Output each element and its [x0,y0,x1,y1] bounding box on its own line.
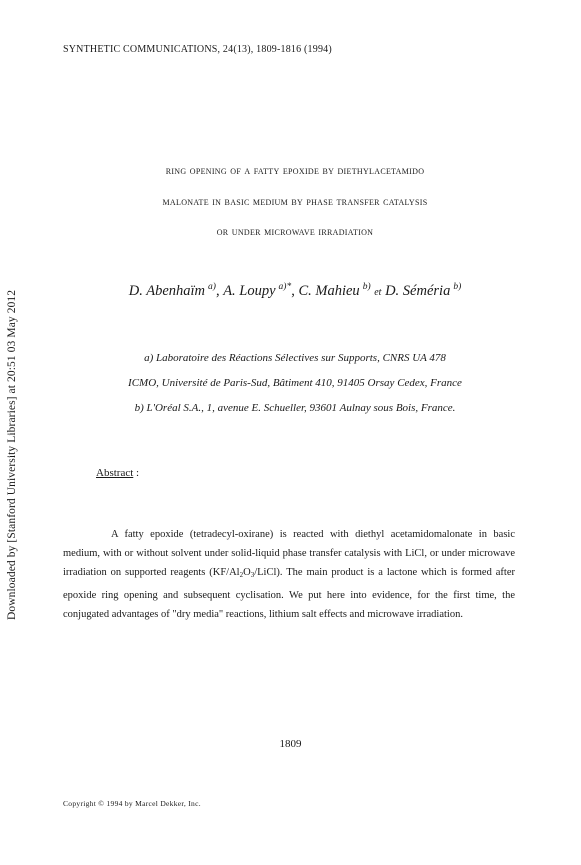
abstract-subscript-1: 2 [239,571,244,580]
journal-header: SYNTHETIC COMMUNICATIONS, 24(13), 1809-1816 (1994) [63,44,332,55]
author-1-affil: a) [208,282,216,292]
title-line-3: or under microwave irradiation [216,224,374,238]
author-separator: , [291,283,299,299]
abstract-text-part-2: O [243,567,251,579]
author-3-affil: b) [362,282,371,292]
abstract-text [63,525,515,624]
title-line-1: ring opening of a fatty epoxide by diethylacetamido [165,163,425,177]
author-4: D. Séméria [385,283,451,299]
abstract-text-part-1: A fatty epoxide (tetradecyl-oxirane) is reacted with diethyl acetamidomalonate in basic medium, with or without solvent under solid-liquid phase transfer catalysis with LiCl, or under microwave irradiation on supported reagents (KF/Al [63,529,515,579]
affiliation-line-2: ICMO, Université de Paris-Sud, Bâtiment 410, 91405 Orsay Cedex, France [128,377,462,389]
author-2: A. Loupy [223,283,276,299]
affiliation-line-3: b) L'Oréal S.A., 1, avenue E. Schueller, 93601 Aulnay sous Bois, France. [134,402,456,414]
article-title [40,155,550,247]
author-separator: , [215,283,224,299]
author-1: D. Abenhaïm [128,283,206,299]
abstract-heading [96,467,139,479]
download-watermark: Downloaded by [Stanford University Libraries] at 20:51 03 May 2012 [6,289,18,620]
abstract-subscript-2: 3 [250,571,255,580]
author-conjunction: et [374,287,382,298]
abstract-heading-colon: : [133,467,140,479]
affiliations [40,346,550,421]
author-2-affil: a)* [278,282,292,292]
page-number: 1809 [279,738,302,750]
author-4-affil: b) [453,282,462,292]
title-line-2: malonate in basic medium by phase transfer catalysis [162,193,428,208]
abstract-heading-text: Abstract [96,467,134,479]
abstract-text-part-3: /LiCl). The main product is a lactone which is formed after epoxide ring opening and subsequent cyclisation. We put here into evidence, for the first time, the conjugated advantages of "dry media" reactions, lithium salt effects and microwave irradiation. [63,567,515,620]
author-list [40,282,550,300]
copyright-notice: Copyright © 1994 by Marcel Dekker, Inc. [63,799,201,808]
author-3: C. Mahieu [298,283,360,299]
affiliation-line-1: a) Laboratoire des Réactions Sélectives sur Supports, CNRS UA 478 [144,352,446,364]
